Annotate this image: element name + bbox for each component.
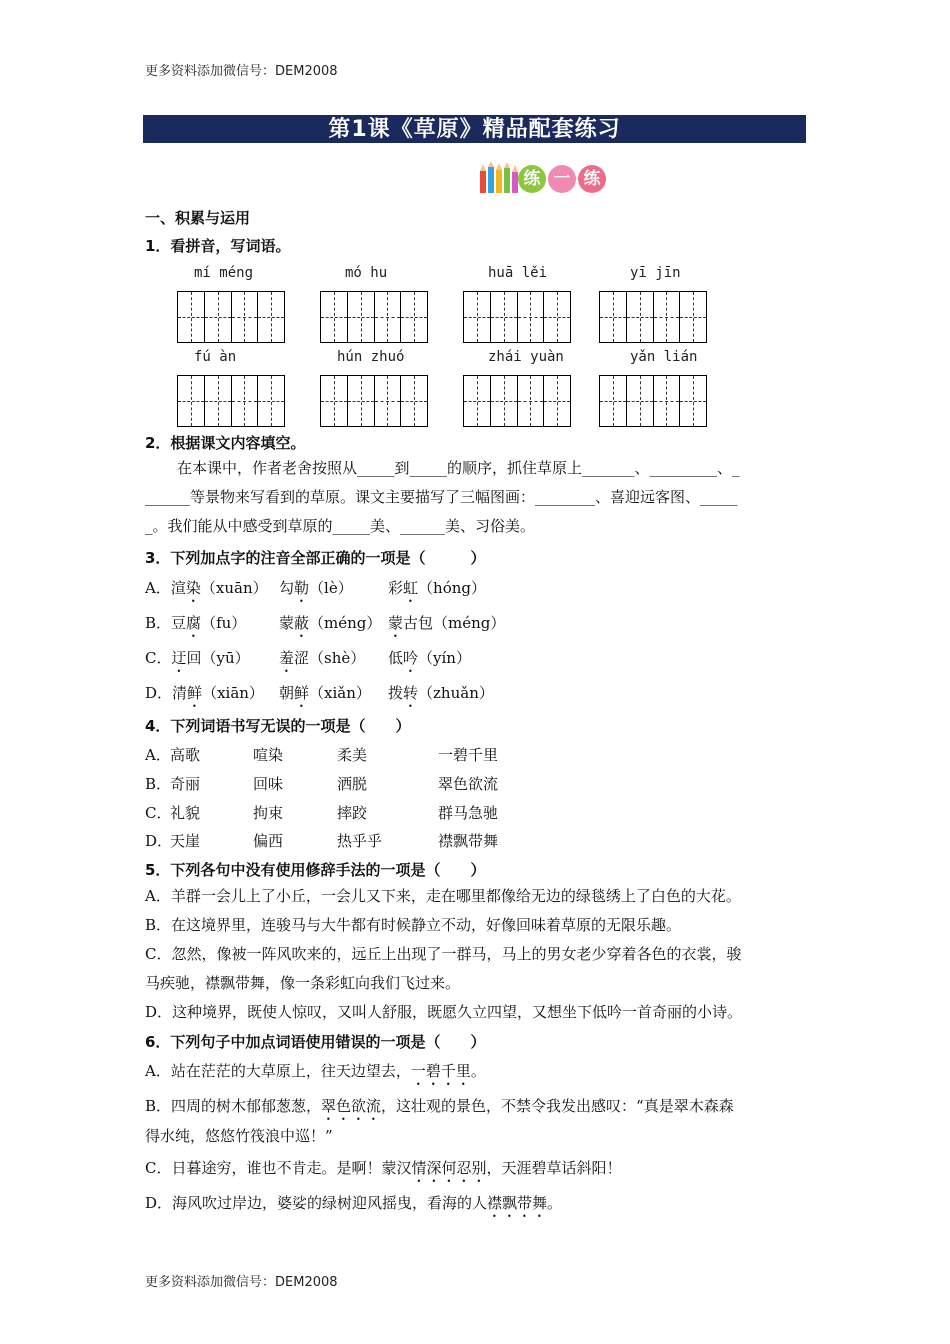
q4-word: 热乎乎 — [337, 832, 383, 850]
q3-option-d: D．清鲜（xiān） — [145, 684, 264, 702]
pinyin-label: yǎn lián — [630, 349, 698, 365]
footer-note: 更多资料添加微信号：DEM2008 — [145, 1275, 338, 1290]
pinyin-label: fú àn — [194, 349, 237, 365]
pencils-icon — [478, 161, 520, 195]
q5-option-c-cont: 马疾驰，襟飘带舞，像一条彩虹向我们飞过来。 — [145, 974, 461, 992]
writing-grid[interactable] — [463, 375, 571, 427]
writing-grid[interactable] — [599, 375, 707, 427]
q3-option-a — [145, 577, 268, 606]
q4-word: 洒脱 — [337, 775, 368, 793]
writing-grid[interactable] — [177, 291, 285, 343]
q4-word: 回味 — [253, 775, 284, 793]
pronunciation: （xuān） — [200, 579, 268, 597]
practice-badge — [478, 155, 608, 197]
q2-line: ______等景物来写看到的草原。课文主要描写了三幅图画：________、喜迎远客图、_____ — [145, 488, 738, 506]
section-heading: 一、积累与运用 — [145, 209, 251, 227]
q6-option-b-cont: 得水纯，悠悠竹筏浪中巡！” — [145, 1127, 333, 1145]
q2-title: 2．根据课文内容填空。 — [145, 434, 306, 452]
q2-line: 在本课中，作者老舍按照从_____到_____的顺序，抓住草原上_______、_________、_ — [177, 459, 740, 477]
q4-word: 摔跤 — [337, 804, 368, 822]
q3-option-c-item: 低吟（yín） — [388, 649, 471, 667]
q4-word: 襟飘带舞 — [438, 832, 499, 850]
badge-char-2: 一 — [548, 165, 576, 193]
q4-word: 奇丽 — [170, 775, 201, 793]
writing-grid[interactable] — [320, 375, 428, 427]
header-note: 更多资料添加微信号：DEM2008 — [145, 64, 338, 79]
q5-title: 5．下列各句中没有使用修辞手法的一项是（ ） — [145, 861, 486, 879]
writing-grid[interactable] — [320, 291, 428, 343]
page-title: 第1课《草原》精品配套练习 — [143, 115, 806, 143]
q3-option-b-item: 蒙古包（méng） — [388, 614, 506, 632]
q1-title: 1．看拼音，写词语。 — [145, 237, 291, 255]
q4-word: 偏西 — [253, 832, 284, 850]
q2-line: _。我们能从中感受到草原的_____美、______美、习俗美。 — [145, 517, 536, 535]
q4-word: 拘束 — [253, 804, 284, 822]
q4-word: 喧染 — [253, 746, 284, 764]
q4-word: 群马急驰 — [438, 804, 499, 822]
q6-option-d: D．海风吹过岸边，婆娑的绿树迎风摇曳，看海的人襟飘带舞。 — [145, 1194, 563, 1212]
q4-word: 一碧千里 — [438, 746, 499, 764]
pinyin-label: mí méng — [194, 265, 254, 281]
q6-option-b: B．四周的树木郁郁葱葱，翠色欲流，这壮观的景色，不禁令我发出感叹：“真是翠木森森 — [145, 1097, 734, 1115]
q6-title: 6．下列句子中加点词语使用错误的一项是（ ） — [145, 1033, 486, 1051]
pinyin-label: yī jīn — [630, 265, 681, 281]
q3-option-c: C．迂回（yū） — [145, 649, 250, 667]
q3-option-c-item: 羞涩（shè） — [279, 649, 366, 667]
q3-option-b-item: 蒙蔽（méng） — [279, 614, 382, 632]
q5-option-c: C．忽然，像被一阵风吹来的，远丘上出现了一群马，马上的男女老少穿着各色的衣裳，骏 — [145, 945, 742, 963]
q3-option-d-item: 拨转（zhuǎn） — [388, 684, 494, 702]
badge-char-3: 练 — [578, 165, 606, 193]
q4-word: 礼貌 — [170, 804, 201, 822]
q4-row-label: C． — [145, 804, 172, 822]
q4-row-label: B． — [145, 775, 172, 793]
pinyin-label: huā lěi — [488, 265, 548, 281]
pinyin-label: zhái yuàn — [488, 349, 564, 365]
word-prefix: 渲 — [170, 579, 186, 597]
writing-grid[interactable] — [463, 291, 571, 343]
q3-title: 3．下列加点字的注音全部正确的一项是（ ） — [145, 549, 486, 567]
q6-option-c: C．日暮途穷，谁也不肯走。是啊！蒙汉情深何忍别，天涯碧草话斜阳！ — [145, 1159, 622, 1177]
q5-option-b: B．在这境界里，连骏马与大牛都有时候静立不动，好像回味着草原的无限乐趣。 — [145, 916, 682, 934]
q4-word: 高歌 — [170, 746, 201, 764]
q4-word: 天崖 — [170, 832, 201, 850]
writing-grid[interactable] — [177, 375, 285, 427]
q3-option-d-item: 朝鲜（xiǎn） — [279, 684, 371, 702]
q4-title: 4．下列词语书写无误的一项是（ ） — [145, 717, 411, 735]
q3-option-b: B．豆腐（fu） — [145, 614, 247, 632]
q6-option-a: A．站在茫茫的大草原上，往天边望去，一碧千里。 — [145, 1062, 486, 1080]
writing-grid[interactable] — [599, 291, 707, 343]
q3-option-a-item: 彩虹（hóng） — [388, 579, 486, 597]
q5-option-a: A．羊群一会儿上了小丘，一会儿又下来，走在哪里都像给无边的绿毯绣上了白色的大花。 — [145, 887, 741, 905]
q4-word: 柔美 — [337, 746, 368, 764]
q4-word: 翠色欲流 — [438, 775, 499, 793]
badge-char-1: 练 — [518, 165, 546, 193]
q4-row-label: D． — [145, 832, 173, 850]
q3-option-a-item: 勾勒（lè） — [279, 579, 353, 597]
q4-row-label: A． — [145, 746, 171, 764]
option-label: A． — [145, 579, 171, 597]
dotted-char: 染 — [185, 579, 201, 597]
pinyin-label: mó hu — [345, 265, 388, 281]
q5-option-d: D．这种境界，既使人惊叹，又叫人舒服，既愿久立四望，又想坐下低吟一首奇丽的小诗。 — [145, 1003, 743, 1021]
pinyin-label: hún zhuó — [337, 349, 405, 365]
